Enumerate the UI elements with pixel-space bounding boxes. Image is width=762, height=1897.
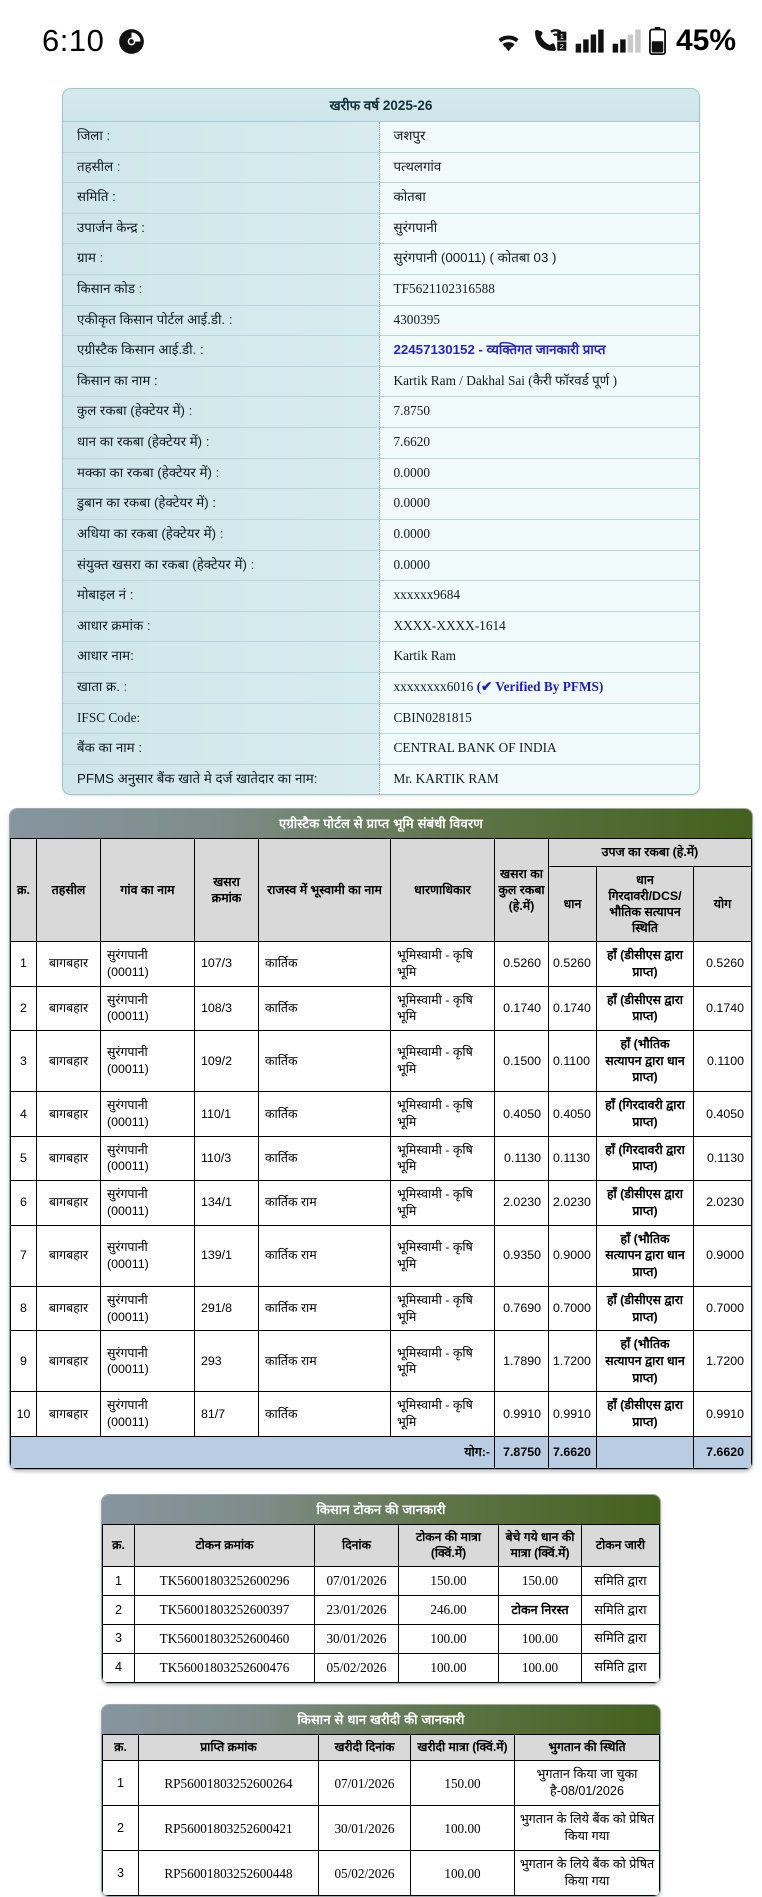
cell-village: सुरंगपानी (00011) (101, 1136, 195, 1180)
info-label: धान का रकबा (हेक्टेयर में) : (63, 428, 379, 459)
cell-date: 07/01/2026 (315, 1567, 399, 1596)
land-details-section (0, 795, 762, 1469)
cell-tehsil: बागबहार (37, 1092, 101, 1136)
call-over-wifi-dual-sim-icon (532, 27, 568, 55)
cell-owner: कार्तिक राम (259, 1181, 391, 1225)
info-label: डुबान का रकबा (हेक्टेयर में) : (63, 489, 379, 520)
cell-sr: 6 (11, 1181, 37, 1225)
info-value: सुरंगपानी (379, 213, 699, 244)
cell-khasra: 291/8 (195, 1286, 259, 1330)
cell-total-status (597, 1436, 694, 1468)
token-table-body (103, 1567, 660, 1682)
cell-yog: 0.9000 (693, 1225, 751, 1286)
cell-token-qty: 150.00 (399, 1567, 499, 1596)
cell-tehsil: बागबहार (37, 1030, 101, 1091)
cell-village: सुरंगपानी (00011) (101, 1331, 195, 1392)
table-row (103, 1596, 660, 1625)
cell-yog: 0.5260 (693, 942, 751, 986)
cell-tehsil: बागबहार (37, 1392, 101, 1436)
cell-khasra: 109/2 (195, 1030, 259, 1091)
cell-owner: कार्तिक (259, 1136, 391, 1180)
cell-token-cancelled-badge: टोकन निरस्त (499, 1596, 582, 1625)
th-issued-by: टोकन जारी (582, 1524, 660, 1567)
cell-payment-status: भुगतान किया जा चुका है-08/01/2026 (515, 1761, 660, 1806)
cell-sr: 2 (103, 1806, 139, 1851)
status-bar-right (492, 24, 736, 58)
cell-dhan: 0.1740 (549, 986, 597, 1030)
cell-owner: कार्तिक (259, 986, 391, 1030)
cell-yog: 0.1100 (693, 1030, 751, 1091)
cell-village: सुरंगपानी (00011) (101, 942, 195, 986)
info-row (63, 152, 699, 183)
cell-total-area: 0.7690 (495, 1286, 549, 1330)
agristack-id-link[interactable]: 22457130152 - व्यक्तिगत जानकारी प्राप्त (393, 342, 606, 358)
table-row (11, 1392, 752, 1436)
cell-right: भूमिस्वामी - कृषि भूमि (391, 1225, 495, 1286)
info-value: 0.0000 (379, 489, 699, 520)
th-sr: क्र. (11, 839, 37, 942)
land-details-table (10, 838, 752, 1468)
table-row (103, 1806, 660, 1851)
info-value: 7.8750 (379, 397, 699, 428)
info-label: खाता क्र. : (63, 672, 379, 703)
table-row (103, 1761, 660, 1806)
status-bar-left (42, 23, 145, 59)
farmer-info-table (63, 122, 699, 794)
cell-owner: कार्तिक (259, 1392, 391, 1436)
table-row (11, 1181, 752, 1225)
cell-yog: 0.1130 (693, 1136, 751, 1180)
cell-token-qty: 100.00 (399, 1625, 499, 1654)
th-yog: योग (693, 866, 751, 942)
info-value: Kartik Ram (379, 642, 699, 673)
cell-token-no: TK56001803252600460 (135, 1625, 315, 1654)
cell-status: हाँ (गिरदावरी द्वारा प्राप्त) (597, 1136, 694, 1180)
cell-right: भूमिस्वामी - कृषि भूमि (391, 1392, 495, 1436)
info-value: पत्थलगांव (379, 152, 699, 183)
info-value: 4300395 (379, 305, 699, 336)
cell-issued-by: समिति द्वारा (582, 1625, 660, 1654)
th-token-date: दिनांक (315, 1524, 399, 1567)
cell-sr: 1 (11, 942, 37, 986)
cell-tehsil: बागबहार (37, 1331, 101, 1392)
th-tehsil: तहसील (37, 839, 101, 942)
account-number: xxxxxxxx6016 (393, 678, 474, 694)
cell-yog: 0.7000 (693, 1286, 751, 1330)
cell-total-label: योग:- (11, 1436, 495, 1468)
cell-khasra: 134/1 (195, 1181, 259, 1225)
cell-dhan: 0.1100 (549, 1030, 597, 1091)
cell-sr: 8 (11, 1286, 37, 1330)
info-value: CBIN0281815 (379, 703, 699, 734)
info-value: TF5621102316588 (379, 275, 699, 306)
th-crop-area-group: उपज का रकबा (हे.में) (549, 839, 752, 866)
cell-status: हाँ (डीसीएस द्वारा प्राप्त) (597, 942, 694, 986)
cell-dhan: 2.0230 (549, 1181, 597, 1225)
th-payment-status: भुगतान की स्थिति (515, 1734, 660, 1761)
cell-tehsil: बागबहार (37, 1181, 101, 1225)
token-info-card (101, 1494, 661, 1684)
cell-token-no: TK56001803252600476 (135, 1653, 315, 1682)
cell-total-area: 0.9910 (495, 1392, 549, 1436)
cell-sold-qty: 100.00 (499, 1625, 582, 1654)
cell-khasra: 107/3 (195, 942, 259, 986)
cell-sr: 7 (11, 1225, 37, 1286)
token-info-table (102, 1524, 660, 1683)
status-bar (0, 0, 762, 82)
info-row (63, 550, 699, 581)
info-label: मक्का का रकबा (हेक्टेयर में) : (63, 458, 379, 489)
cell-status: हाँ (भौतिक सत्यापन द्वारा धान प्राप्त) (597, 1225, 694, 1286)
battery-icon (649, 27, 666, 55)
cell-date: 07/01/2026 (319, 1761, 411, 1806)
cell-yog: 0.9910 (693, 1392, 751, 1436)
table-row (11, 1092, 752, 1136)
cell-dhan: 0.9000 (549, 1225, 597, 1286)
cell-village: सुरंगपानी (00011) (101, 986, 195, 1030)
token-header-row (103, 1524, 660, 1567)
info-row (63, 458, 699, 489)
th-receipt-no: प्राप्ति क्रमांक (139, 1734, 319, 1761)
cell-total-area: 0.1500 (495, 1030, 549, 1091)
cell-payment-status: भुगतान के लिये बैंक को प्रेषित किया गया (515, 1851, 660, 1896)
svg-text:2: 2 (559, 42, 564, 52)
th-token-sr: क्र. (103, 1524, 135, 1567)
cell-date: 30/01/2026 (315, 1625, 399, 1654)
camera-icon (118, 28, 145, 55)
info-label: IFSC Code: (63, 703, 379, 734)
table-row (103, 1625, 660, 1654)
cell-issued-by: समिति द्वारा (582, 1653, 660, 1682)
info-row (63, 397, 699, 428)
cell-right: भूमिस्वामी - कृषि भूमि (391, 1136, 495, 1180)
cell-token-qty: 246.00 (399, 1596, 499, 1625)
table-row (103, 1851, 660, 1896)
table-row (11, 942, 752, 986)
cell-issued-by: समिति द्वारा (582, 1567, 660, 1596)
info-value: 0.0000 (379, 550, 699, 581)
info-row (63, 764, 699, 794)
land-header-row-1 (11, 839, 752, 866)
cell-owner: कार्तिक (259, 942, 391, 986)
cell-sr: 5 (11, 1136, 37, 1180)
cell-date: 05/02/2026 (315, 1653, 399, 1682)
info-row (63, 489, 699, 520)
info-label: उपार्जन केन्द्र : (63, 213, 379, 244)
info-label: जिला : (63, 122, 379, 152)
cell-dhan: 0.1130 (549, 1136, 597, 1180)
cell-right: भूमिस्वामी - कृषि भूमि (391, 1181, 495, 1225)
cell-status: हाँ (डीसीएस द्वारा प्राप्त) (597, 986, 694, 1030)
cell-dhan: 0.7000 (549, 1286, 597, 1330)
cell-sr: 2 (103, 1596, 135, 1625)
info-label: PFMS अनुसार बैंक खाते मे दर्ज खातेदार का नाम: (63, 764, 379, 794)
info-label: किसान का नाम : (63, 366, 379, 397)
wifi-icon (492, 28, 525, 55)
cell-right: भूमिस्वामी - कृषि भूमि (391, 942, 495, 986)
table-row (11, 1331, 752, 1392)
cell-village: सुरंगपानी (00011) (101, 1030, 195, 1091)
cell-sr: 2 (11, 986, 37, 1030)
land-total-row (11, 1436, 752, 1468)
cell-khasra: 110/3 (195, 1136, 259, 1180)
info-row (63, 213, 699, 244)
th-right: धारणाधिकार (391, 839, 495, 942)
info-row (63, 305, 699, 336)
info-label: संयुक्त खसरा का रकबा (हेक्टेयर में) : (63, 550, 379, 581)
th-status: धान गिरदावरी/DCS/भौतिक सत्यापन स्थिति (597, 866, 694, 942)
purchase-header-row (103, 1734, 660, 1761)
cell-status: हाँ (गिरदावरी द्वारा प्राप्त) (597, 1092, 694, 1136)
cell-total-area-sum: 7.8750 (495, 1436, 549, 1468)
cell-owner: कार्तिक (259, 1092, 391, 1136)
cell-date: 05/02/2026 (319, 1851, 411, 1896)
info-row (63, 366, 699, 397)
info-value: 0.0000 (379, 519, 699, 550)
cell-owner: कार्तिक (259, 1030, 391, 1091)
th-sold-qty: बेचे गये धान की मात्रा (क्विं.में) (499, 1524, 582, 1567)
cell-qty: 150.00 (411, 1761, 515, 1806)
info-label: कुल रकबा (हेक्टेयर में) : (63, 397, 379, 428)
cell-tehsil: बागबहार (37, 986, 101, 1030)
table-row (11, 1030, 752, 1091)
cell-tehsil: बागबहार (37, 1286, 101, 1330)
land-details-card (9, 808, 753, 1469)
info-label: ग्राम : (63, 244, 379, 275)
purchase-info-section (0, 1684, 762, 1897)
cell-token-no: TK56001803252600397 (135, 1596, 315, 1625)
info-value: Kartik Ram / Dakhal Sai (कैरी फॉरवर्ड पूर्ण ) (379, 366, 699, 397)
cell-village: सुरंगपानी (00011) (101, 1286, 195, 1330)
th-total-area: खसरा का कुल रकबा (हे.में) (495, 839, 549, 942)
cell-owner: कार्तिक राम (259, 1225, 391, 1286)
cell-right: भूमिस्वामी - कृषि भूमि (391, 986, 495, 1030)
cell-total-area: 0.1740 (495, 986, 549, 1030)
cell-owner: कार्तिक राम (259, 1331, 391, 1392)
info-label: तहसील : (63, 152, 379, 183)
cell-receipt-no: RP56001803252600421 (139, 1806, 319, 1851)
info-label: बैंक का नाम : (63, 734, 379, 765)
cell-khasra: 110/1 (195, 1092, 259, 1136)
cell-yog: 0.1740 (693, 986, 751, 1030)
cell-sr: 3 (103, 1625, 135, 1654)
cell-right: भूमिस्वामी - कृषि भूमि (391, 1331, 495, 1392)
land-table-body (11, 942, 752, 1469)
pfms-verified-badge: (✔ Verified By PFMS) (476, 678, 604, 694)
cell-village: सुरंगपानी (00011) (101, 1225, 195, 1286)
cell-sr: 9 (11, 1331, 37, 1392)
cell-right: भूमिस्वामी - कृषि भूमि (391, 1286, 495, 1330)
cell-total-area: 1.7890 (495, 1331, 549, 1392)
cell-owner: कार्तिक राम (259, 1286, 391, 1330)
table-row (11, 1286, 752, 1330)
th-token-no: टोकन क्रमांक (135, 1524, 315, 1567)
cell-sr: 10 (11, 1392, 37, 1436)
cell-tehsil: बागबहार (37, 1225, 101, 1286)
purchase-info-table (102, 1734, 660, 1897)
info-row (63, 122, 699, 152)
info-label: किसान कोड : (63, 275, 379, 306)
info-row (63, 183, 699, 214)
cell-date: 23/01/2026 (315, 1596, 399, 1625)
land-details-title: एग्रीस्टैक पोर्टल से प्राप्त भूमि संबंधी विवरण (10, 809, 752, 838)
info-value: XXXX-XXXX-1614 (379, 611, 699, 642)
cell-dhan: 0.5260 (549, 942, 597, 986)
th-purchase-sr: क्र. (103, 1734, 139, 1761)
farmer-info-card (62, 88, 700, 795)
cell-token-no: TK56001803252600296 (135, 1567, 315, 1596)
info-row (63, 611, 699, 642)
info-value: कोतबा (379, 183, 699, 214)
cell-khasra: 293 (195, 1331, 259, 1392)
th-token-qty: टोकन की मात्रा (क्विं.में) (399, 1524, 499, 1567)
info-label: आधार क्रमांक : (63, 611, 379, 642)
info-label: मोबाइल नं : (63, 581, 379, 612)
info-value: 7.6620 (379, 428, 699, 459)
cell-right: भूमिस्वामी - कृषि भूमि (391, 1092, 495, 1136)
cell-status: हाँ (डीसीएस द्वारा प्राप्त) (597, 1392, 694, 1436)
table-row (11, 1225, 752, 1286)
info-label: आधार नाम: (63, 642, 379, 673)
info-value: 0.0000 (379, 458, 699, 489)
cell-khasra: 139/1 (195, 1225, 259, 1286)
info-value (379, 672, 699, 703)
info-row (63, 703, 699, 734)
info-row-account (63, 672, 699, 703)
info-label: एकीकृत किसान पोर्टल आई.डी. : (63, 305, 379, 336)
cell-sr: 3 (103, 1851, 139, 1896)
cell-sr: 4 (103, 1653, 135, 1682)
cell-tehsil: बागबहार (37, 1136, 101, 1180)
cell-status: हाँ (डीसीएस द्वारा प्राप्त) (597, 1286, 694, 1330)
cell-total-area: 0.5260 (495, 942, 549, 986)
info-row (63, 275, 699, 306)
cell-village: सुरंगपानी (00011) (101, 1092, 195, 1136)
kharif-year-title: खरीफ वर्ष 2025-26 (63, 89, 699, 122)
token-info-section (0, 1470, 762, 1684)
farmer-info-section (0, 82, 762, 795)
cell-dhan: 1.7200 (549, 1331, 597, 1392)
cell-yog: 0.4050 (693, 1092, 751, 1136)
cell-receipt-no: RP56001803252600264 (139, 1761, 319, 1806)
info-row-agristack (63, 336, 699, 367)
th-owner: राजस्व में भूस्वामी का नाम (259, 839, 391, 942)
table-row (11, 1136, 752, 1180)
info-label: समिति : (63, 183, 379, 214)
signal-bars-sim1-icon (575, 28, 605, 54)
cell-total-area: 2.0230 (495, 1181, 549, 1225)
cell-payment-status: भुगतान के लिये बैंक को प्रेषित किया गया (515, 1806, 660, 1851)
cell-yog: 1.7200 (693, 1331, 751, 1392)
th-khasra: खसरा क्रमांक (195, 839, 259, 942)
cell-sr: 1 (103, 1567, 135, 1596)
th-purchase-date: खरीदी दिनांक (319, 1734, 411, 1761)
clock-time: 6:10 (42, 23, 105, 58)
info-row (63, 734, 699, 765)
cell-sold-qty: 150.00 (499, 1567, 582, 1596)
cell-total-area: 0.4050 (495, 1092, 549, 1136)
info-value: Mr. KARTIK RAM (379, 764, 699, 794)
cell-sold-qty: 100.00 (499, 1653, 582, 1682)
cell-sr: 4 (11, 1092, 37, 1136)
cell-token-qty: 100.00 (399, 1653, 499, 1682)
cell-right: भूमिस्वामी - कृषि भूमि (391, 1030, 495, 1091)
cell-total-yog-sum: 7.6620 (693, 1436, 751, 1468)
cell-sr: 1 (103, 1761, 139, 1806)
cell-sr: 3 (11, 1030, 37, 1091)
cell-qty: 100.00 (411, 1806, 515, 1851)
cell-dhan: 0.4050 (549, 1092, 597, 1136)
th-purchase-qty: खरीदी मात्रा (क्विं.में) (411, 1734, 515, 1761)
purchase-info-card (101, 1704, 661, 1897)
cell-issued-by: समिति द्वारा (582, 1596, 660, 1625)
info-value (379, 336, 699, 367)
info-label: एग्रीस्टैक किसान आई.डी. : (63, 336, 379, 367)
info-value: xxxxxx9684 (379, 581, 699, 612)
cell-khasra: 108/3 (195, 986, 259, 1030)
token-info-title: किसान टोकन की जानकारी (102, 1495, 660, 1524)
cell-date: 30/01/2026 (319, 1806, 411, 1851)
cell-status: हाँ (भौतिक सत्यापन द्वारा धान प्राप्त) (597, 1030, 694, 1091)
svg-text:1: 1 (559, 32, 564, 42)
table-row (103, 1567, 660, 1596)
info-value: जशपुर (379, 122, 699, 152)
cell-village: सुरंगपानी (00011) (101, 1392, 195, 1436)
cell-khasra: 81/7 (195, 1392, 259, 1436)
cell-qty: 100.00 (411, 1851, 515, 1896)
info-value: सुरंगपानी (00011) ( कोतबा 03 ) (379, 244, 699, 275)
signal-bars-sim2-icon (612, 28, 642, 54)
th-village: गांव का नाम (101, 839, 195, 942)
cell-dhan: 0.9910 (549, 1392, 597, 1436)
purchase-info-title: किसान से धान खरीदी की जानकारी (102, 1705, 660, 1734)
cell-yog: 2.0230 (693, 1181, 751, 1225)
cell-tehsil: बागबहार (37, 942, 101, 986)
th-dhan: धान (549, 866, 597, 942)
cell-receipt-no: RP56001803252600448 (139, 1851, 319, 1896)
info-row (63, 244, 699, 275)
purchase-table-body (103, 1761, 660, 1896)
cell-total-dhan-sum: 7.6620 (549, 1436, 597, 1468)
table-row (11, 986, 752, 1030)
info-label: अधिया का रकबा (हेक्टेयर में) : (63, 519, 379, 550)
info-value: CENTRAL BANK OF INDIA (379, 734, 699, 765)
info-row (63, 581, 699, 612)
cell-total-area: 0.1130 (495, 1136, 549, 1180)
cell-status: हाँ (भौतिक सत्यापन द्वारा धान प्राप्त) (597, 1331, 694, 1392)
info-row (63, 428, 699, 459)
cell-village: सुरंगपानी (00011) (101, 1181, 195, 1225)
battery-percent-label: 45% (675, 24, 736, 57)
info-row (63, 519, 699, 550)
cell-status: हाँ (डीसीएस द्वारा प्राप्त) (597, 1181, 694, 1225)
table-row (103, 1653, 660, 1682)
info-row (63, 642, 699, 673)
cell-total-area: 0.9350 (495, 1225, 549, 1286)
